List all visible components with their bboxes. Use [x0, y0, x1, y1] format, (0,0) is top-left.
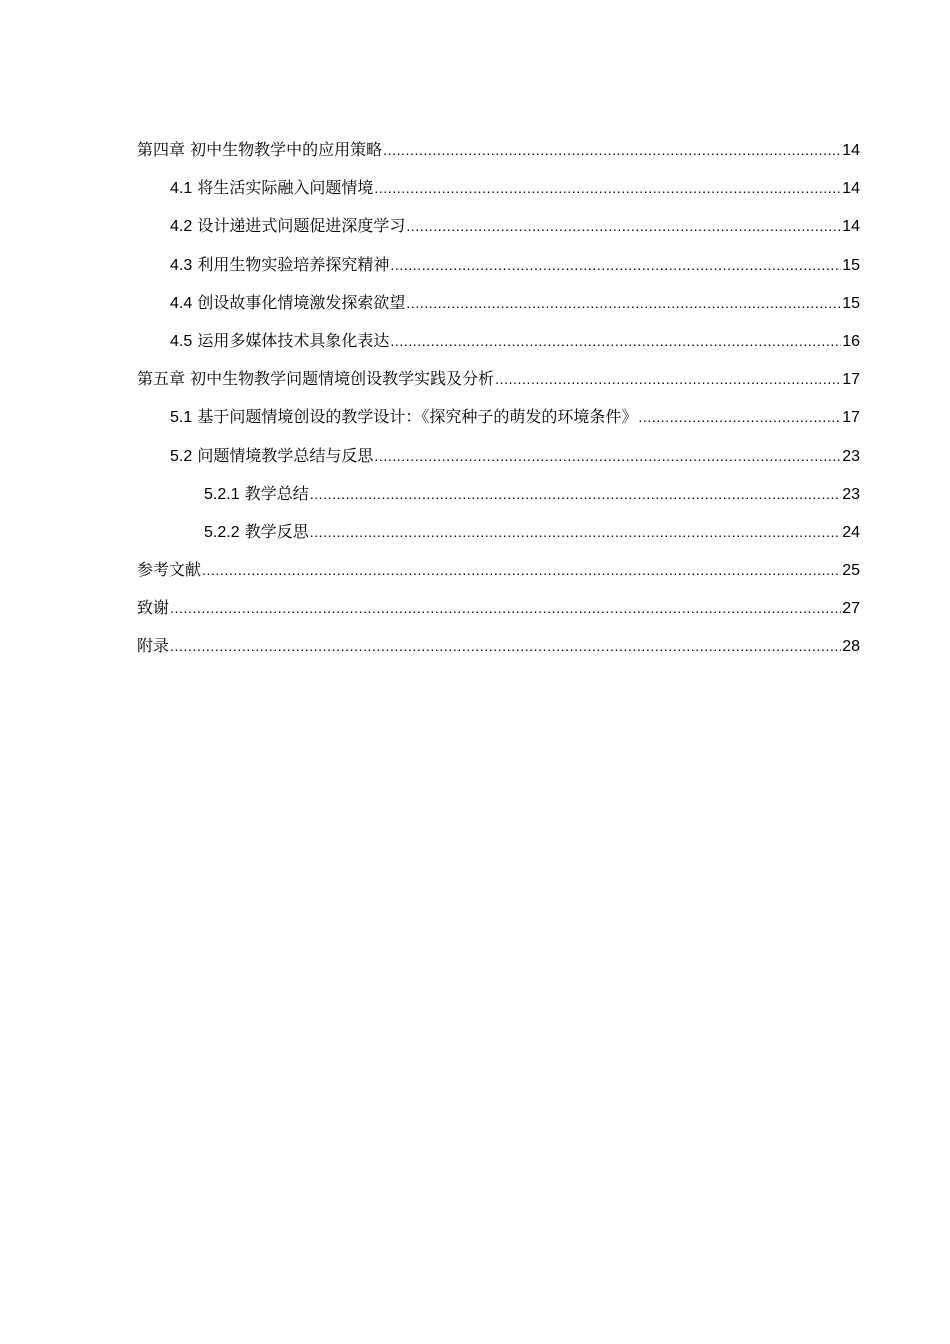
- toc-dot-leader: [406, 215, 841, 237]
- toc-page-number: 15: [842, 256, 860, 274]
- toc-dot-leader: [202, 559, 841, 581]
- toc-dot-leader: [406, 292, 841, 314]
- toc-dot-leader: [310, 483, 842, 505]
- toc-entry-appendix[interactable]: [137, 635, 860, 673]
- toc-dot-leader: [310, 521, 842, 543]
- toc-page-number: 16: [842, 332, 860, 350]
- toc-entry-title: 第五章 初中生物教学问题情境创设教学实践及分析: [137, 369, 495, 389]
- toc-section-number: 5.2: [170, 447, 193, 465]
- toc-entry-title: 4.2 设计递进式问题促进深度学习: [170, 216, 406, 236]
- toc-entry-title: 5.2.1 教学总结: [204, 483, 309, 503]
- toc-page-number: 27: [842, 600, 860, 618]
- toc-page-number: 25: [842, 562, 860, 580]
- toc-dot-leader: [383, 139, 841, 161]
- toc-entry-title: 4.4 创设故事化情境激发探索欲望: [170, 292, 406, 312]
- toc-dot-leader: [170, 635, 841, 657]
- toc-dot-leader: [390, 330, 841, 352]
- toc-section-number: 4.2: [170, 218, 193, 236]
- toc-entry-chapter-5[interactable]: [137, 368, 860, 406]
- toc-dot-leader: [495, 368, 841, 390]
- toc-entry-5-2-2[interactable]: [137, 521, 860, 559]
- toc-entry-4-3[interactable]: [137, 254, 860, 292]
- toc-section-number: 4.5: [170, 332, 193, 350]
- toc-entry-5-1[interactable]: [137, 406, 860, 444]
- toc-dot-leader: [170, 597, 841, 619]
- toc-entry-references[interactable]: [137, 559, 860, 597]
- toc-entry-title: 参考文献: [137, 560, 202, 580]
- toc-entry-title: 4.3 利用生物实验培养探究精神: [170, 254, 390, 274]
- toc-entry-title: 5.2.2 教学反思: [204, 521, 309, 541]
- toc-page-number: 14: [842, 218, 860, 236]
- toc-entry-4-1[interactable]: [137, 177, 860, 215]
- toc-entry-5-2[interactable]: [137, 445, 860, 483]
- toc-section-number: 4.4: [170, 294, 193, 312]
- toc-page-number: 14: [842, 142, 860, 159]
- toc-entry-4-4[interactable]: [137, 292, 860, 330]
- toc-entry-title: 第四章 初中生物教学中的应用策略: [137, 140, 383, 159]
- toc-dot-leader: [638, 406, 841, 428]
- toc-entry-title: 附录: [137, 636, 170, 656]
- toc-entry-acknowledgements[interactable]: [137, 597, 860, 635]
- table-of-contents: [137, 139, 860, 674]
- toc-page-number: 24: [842, 523, 860, 541]
- toc-entry-title: 致谢: [137, 598, 170, 618]
- toc-dot-leader: [374, 177, 841, 199]
- toc-entry-title: 5.1 基于问题情境创设的教学设计：《探究种子的萌发的环境条件》: [170, 407, 638, 427]
- toc-entry-title: 4.5 运用多媒体技术具象化表达: [170, 330, 390, 350]
- toc-entry-4-2[interactable]: [137, 215, 860, 253]
- toc-page-number: 28: [842, 638, 860, 656]
- toc-page-number: 23: [842, 485, 860, 503]
- toc-entry-title: 5.2 问题情境教学总结与反思: [170, 445, 374, 465]
- toc-dot-leader: [390, 254, 841, 276]
- toc-entry-title: 4.1 将生活实际融入问题情境: [170, 178, 374, 198]
- toc-section-number: 4.3: [170, 256, 193, 274]
- toc-dot-leader: [374, 445, 841, 467]
- toc-section-number: 5.2.2: [204, 523, 240, 541]
- toc-entry-chapter-4[interactable]: [137, 139, 860, 177]
- toc-page-number: 23: [842, 447, 860, 465]
- toc-section-number: 5.2.1: [204, 485, 240, 503]
- toc-page-number: 15: [842, 294, 860, 312]
- toc-section-number: 5.1: [170, 409, 193, 427]
- toc-page-number: 17: [842, 371, 860, 389]
- toc-entry-5-2-1[interactable]: [137, 483, 860, 521]
- toc-entry-4-5[interactable]: [137, 330, 860, 368]
- toc-section-number: 4.1: [170, 180, 193, 198]
- toc-page-number: 14: [842, 180, 860, 198]
- toc-page-number: 17: [842, 409, 860, 427]
